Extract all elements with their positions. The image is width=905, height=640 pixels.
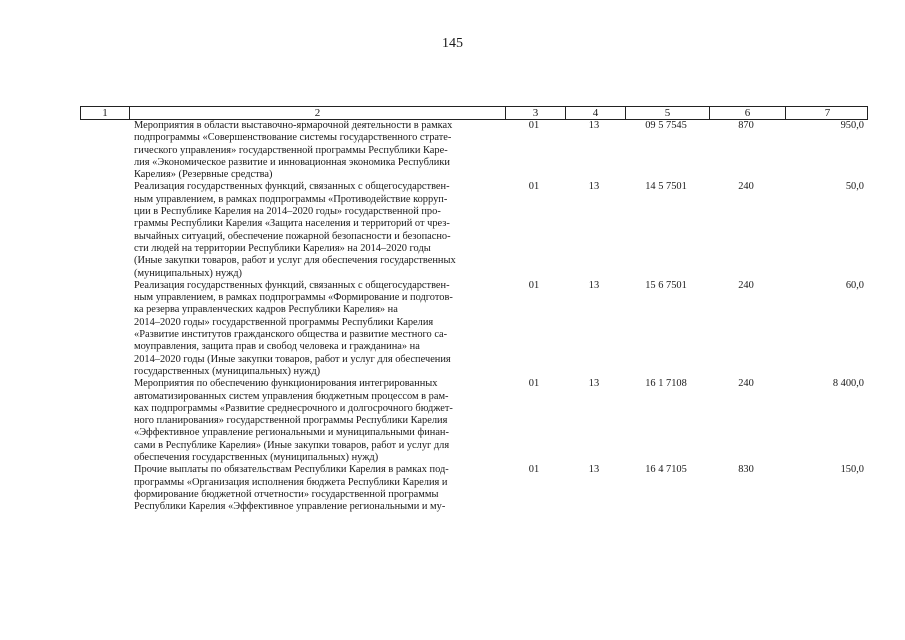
description-line: программы «Организация исполнения бюджета Республики Карелия и — [134, 476, 448, 488]
table-row — [80, 464, 868, 513]
cell-empty — [80, 280, 128, 378]
column-header: 1 — [102, 107, 108, 119]
description-line: ках подпрограммы «Развитие среднесрочного и долгосрочного бюджет- — [134, 402, 453, 414]
description-line: ным управлением, в рамках подпрограммы «Противодействие корруп- — [134, 193, 448, 205]
description-line: моуправления, защита прав и свобод человека и гражданина» на — [134, 341, 420, 353]
row-description — [128, 378, 504, 464]
description-line: «Развитие институтов гражданского общества и развитие местного са- — [134, 329, 448, 341]
section-code: 01 — [528, 120, 540, 131]
table-row — [80, 181, 868, 279]
description-line: обеспечения государственных (муниципальных) нужд) — [134, 452, 379, 464]
description-line: ного планирования» государственной программы Республики Карелия — [134, 415, 448, 427]
cell-empty — [80, 378, 128, 464]
column-header: 7 — [785, 107, 869, 119]
column-header: 6 — [709, 107, 785, 119]
expense-type-code: 830 — [738, 464, 754, 476]
description-line: Мероприятия в области выставочно-ярмарочной деятельности в рамках — [134, 120, 453, 131]
amount: 150,0 — [840, 464, 864, 476]
description-line: ции в Республике Карелия на 2014–2020 годы» государственной про- — [134, 206, 441, 218]
subsection-code: 13 — [588, 181, 600, 193]
amount: 60,0 — [845, 279, 864, 291]
subsection-code: 13 — [588, 378, 600, 390]
column-header: 4 — [565, 107, 625, 119]
column-header: 2 — [129, 107, 505, 119]
description-line: Прочие выплаты по обязательствам Республики Карелия в рамках под- — [134, 464, 449, 476]
subsection-code: 13 — [588, 279, 600, 291]
target-item-code: 16 4 7105 — [645, 464, 687, 476]
description-line: 2014–2020 годы» государственной программы Республики Карелия — [134, 316, 434, 328]
description-line: подпрограммы «Совершенствование системы государственного страте- — [134, 132, 452, 144]
expense-type-code: 240 — [738, 181, 754, 193]
table-row — [80, 120, 868, 181]
expense-type-code: 240 — [738, 279, 754, 291]
description-line: государственных (муниципальных) нужд) — [134, 365, 321, 377]
description-line: лия «Экономическое развитие и инновационная экономика Республики — [134, 156, 450, 168]
description-line: Республики Карелия «Эффективное управление региональными и му- — [134, 501, 446, 513]
column-header: 3 — [505, 107, 565, 119]
table-row — [80, 280, 868, 378]
description-line: Реализация государственных функций, связанных с общегосударствен- — [134, 279, 450, 291]
column-header: 5 — [625, 107, 709, 119]
row-description — [128, 464, 504, 513]
cell-empty — [80, 120, 128, 181]
description-line: Мероприятия по обеспечению функционирования интегрированных — [134, 378, 438, 390]
row-description — [128, 181, 504, 279]
description-line: сти людей на территории Республики Карелия» на 2014–2020 годы — [134, 242, 431, 254]
table-body — [80, 120, 868, 514]
description-line: ным управлением, в рамках подпрограммы «Формирование и подготов- — [134, 292, 453, 304]
description-line: ка резерва управленческих кадров Республики Карелия» на — [134, 304, 398, 316]
description-line: автоматизированных систем управления бюджетным процессом в рам- — [134, 390, 449, 402]
row-description — [128, 280, 504, 378]
description-line: (муниципальных) нужд) — [134, 267, 243, 279]
section-code: 01 — [528, 378, 540, 390]
target-item-code: 09 5 7545 — [645, 120, 687, 131]
description-line: гического управления» государственной программы Республики Каре- — [134, 144, 448, 156]
budget-table — [80, 106, 868, 514]
description-line: Карелия» (Резервные средства) — [134, 169, 273, 181]
section-code: 01 — [528, 279, 540, 291]
description-line: вычайных ситуаций, обеспечение пожарной безопасности и безопасно- — [134, 230, 451, 242]
target-item-code: 15 6 7501 — [645, 279, 687, 291]
target-item-code: 16 1 7108 — [645, 378, 687, 390]
cell-empty — [80, 464, 128, 513]
subsection-code: 13 — [588, 464, 600, 476]
amount: 950,0 — [840, 120, 864, 131]
description-line: 2014–2020 годы (Иные закупки товаров, работ и услуг для обеспечения — [134, 353, 451, 365]
description-line: сами в Республике Карелия» (Иные закупки товаров, работ и услуг для — [134, 439, 450, 451]
subsection-code: 13 — [588, 120, 600, 131]
table-header-row — [80, 106, 868, 120]
description-line: граммы Республики Карелия «Защита населения и территорий от чрез- — [134, 218, 450, 230]
page-number: 145 — [442, 36, 463, 51]
row-description — [128, 120, 504, 181]
expense-type-code: 870 — [738, 120, 754, 131]
amount: 50,0 — [845, 181, 864, 193]
description-line: формирование бюджетной отчетности» государственной программы — [134, 488, 439, 500]
cell-empty — [80, 181, 128, 279]
target-item-code: 14 5 7501 — [645, 181, 687, 193]
description-line: (Иные закупки товаров, работ и услуг для обеспечения государственных — [134, 255, 456, 267]
table-row — [80, 378, 868, 464]
section-code: 01 — [528, 464, 540, 476]
section-code: 01 — [528, 181, 540, 193]
description-line: Реализация государственных функций, связанных с общегосударствен- — [134, 181, 450, 193]
description-line: «Эффективное управление региональными и муниципальными финан- — [134, 427, 449, 439]
expense-type-code: 240 — [738, 378, 754, 390]
amount: 8 400,0 — [832, 378, 864, 390]
